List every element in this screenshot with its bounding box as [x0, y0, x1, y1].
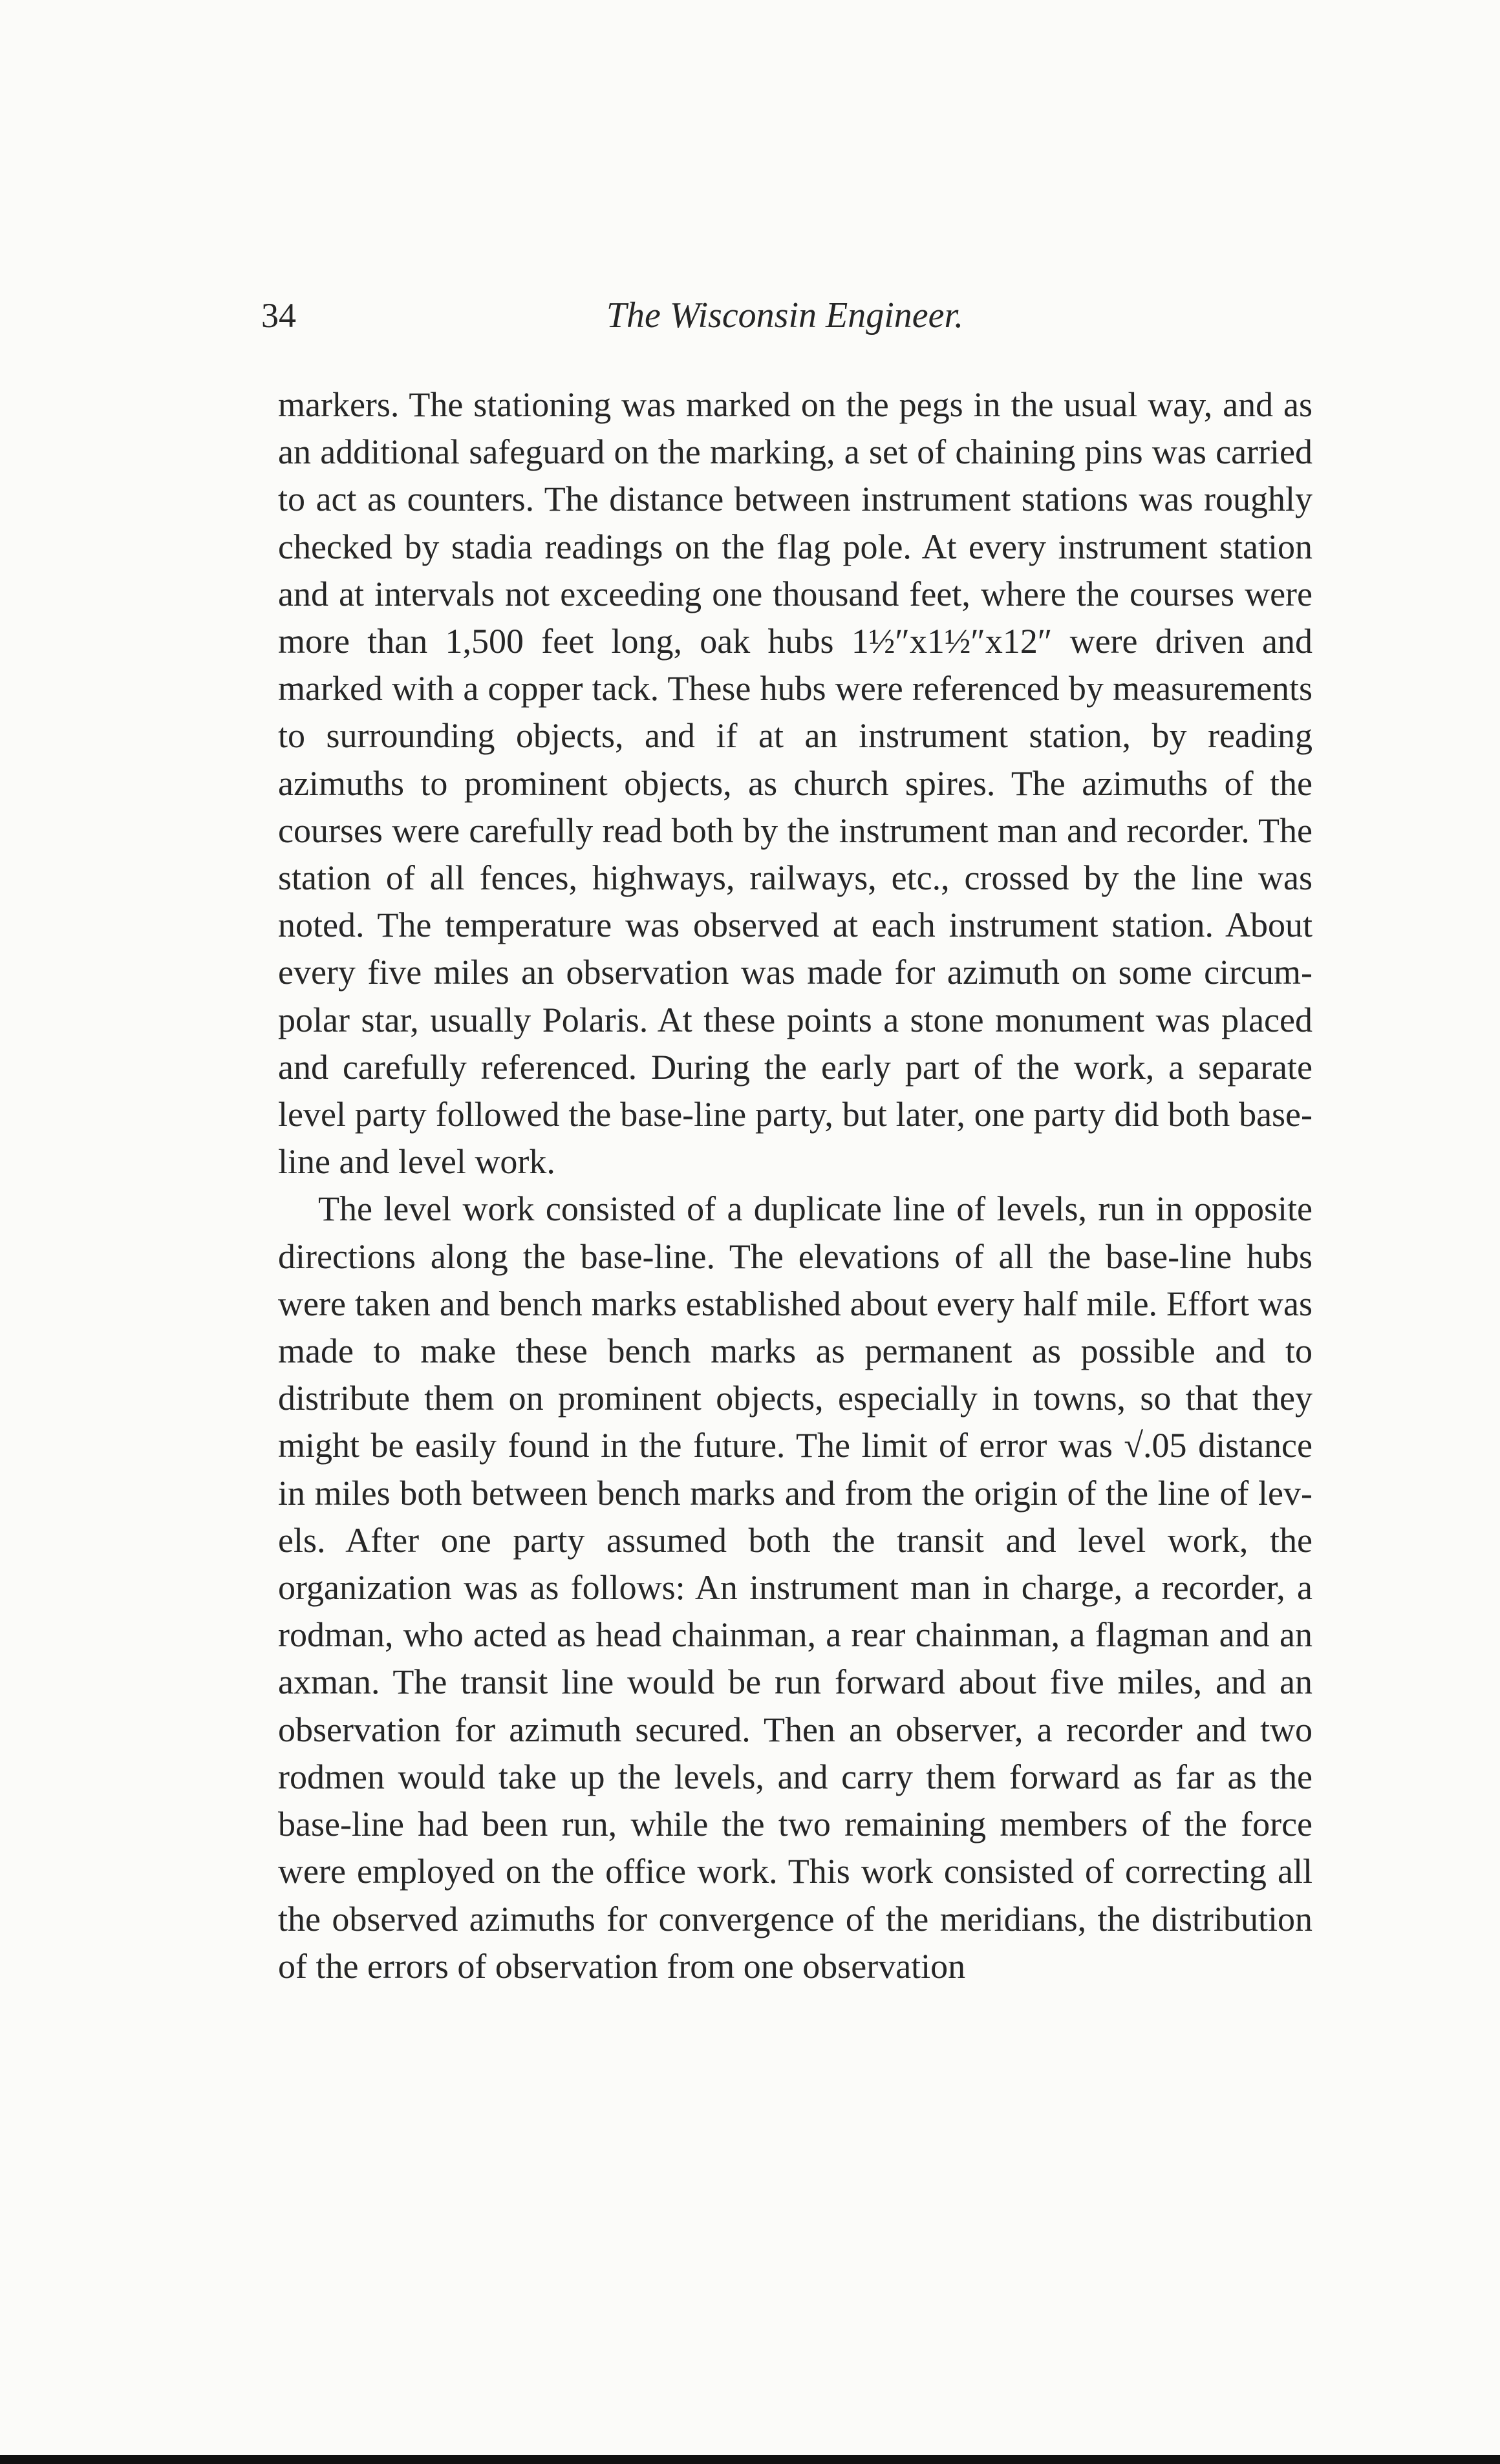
page-header [261, 290, 1309, 341]
scan-edge [0, 2455, 1500, 2464]
paragraph-2: The level work consisted of a duplicate line of levels, run in opposite directions along the base-line. The elevations of all the base-line hubs were taken and bench marks established about every half mile. Effort was made to make these bench marks as permanent as possible and to distribute them on prominent objects, especially in towns, so that they might be easily found in the future. The limit of error was √.05 distance in miles both between bench marks and from the origin of the line of levels. After one party assumed both the transit and level work, the organization was as follows: An instrument man in charge, a recorder, a rodman, who acted as head chainman, a rear chainman, a flagman and an axman. The transit line would be run forward about five miles, and an observation for azimuth secured. Then an observer, a recorder and two rodmen would take up the levels, and carry them forward as far as the base-line had been run, while the two remaining members of the force were employed on the office work. This work consisted of correcting all the observed azimuths for convergence of the meridians, the distribution of the errors of observation from one observation [278, 1189, 1312, 1986]
paragraph-1: markers. The stationing was marked on the pegs in the usual way, and as an additional safeguard on the marking, a set of chaining pins was carried to act as counters. The distance between instrument stations was roughly checked by stadia readings on the flag pole. At every instrument station and at intervals not exceeding one thousand feet, where the courses were more than 1,500 feet long, oak hubs 1½″x1½″x12″ were driven and marked with a copper tack. These hubs were referenced by measurements to surrounding objects, and if at an instrument station, by reading azimuths to prominent objects, as church spires. The azimuths of the courses were carefully read both by the instrument man and recorder. The station of all fences, highways, railways, etc., crossed by the line was noted. The temperature was observed at each instrument station. About every five miles an observation was made for azimuth on some circum-polar star, usually Polaris. At these points a stone monument was placed and carefully referenced. During the early part of the work, a separate level party followed the base-line party, but later, one party did both base-line and level work. [278, 385, 1312, 1182]
page-number: 34 [261, 296, 296, 335]
body-text [278, 381, 1312, 1990]
running-title: The Wisconsin Engineer. [606, 295, 964, 335]
